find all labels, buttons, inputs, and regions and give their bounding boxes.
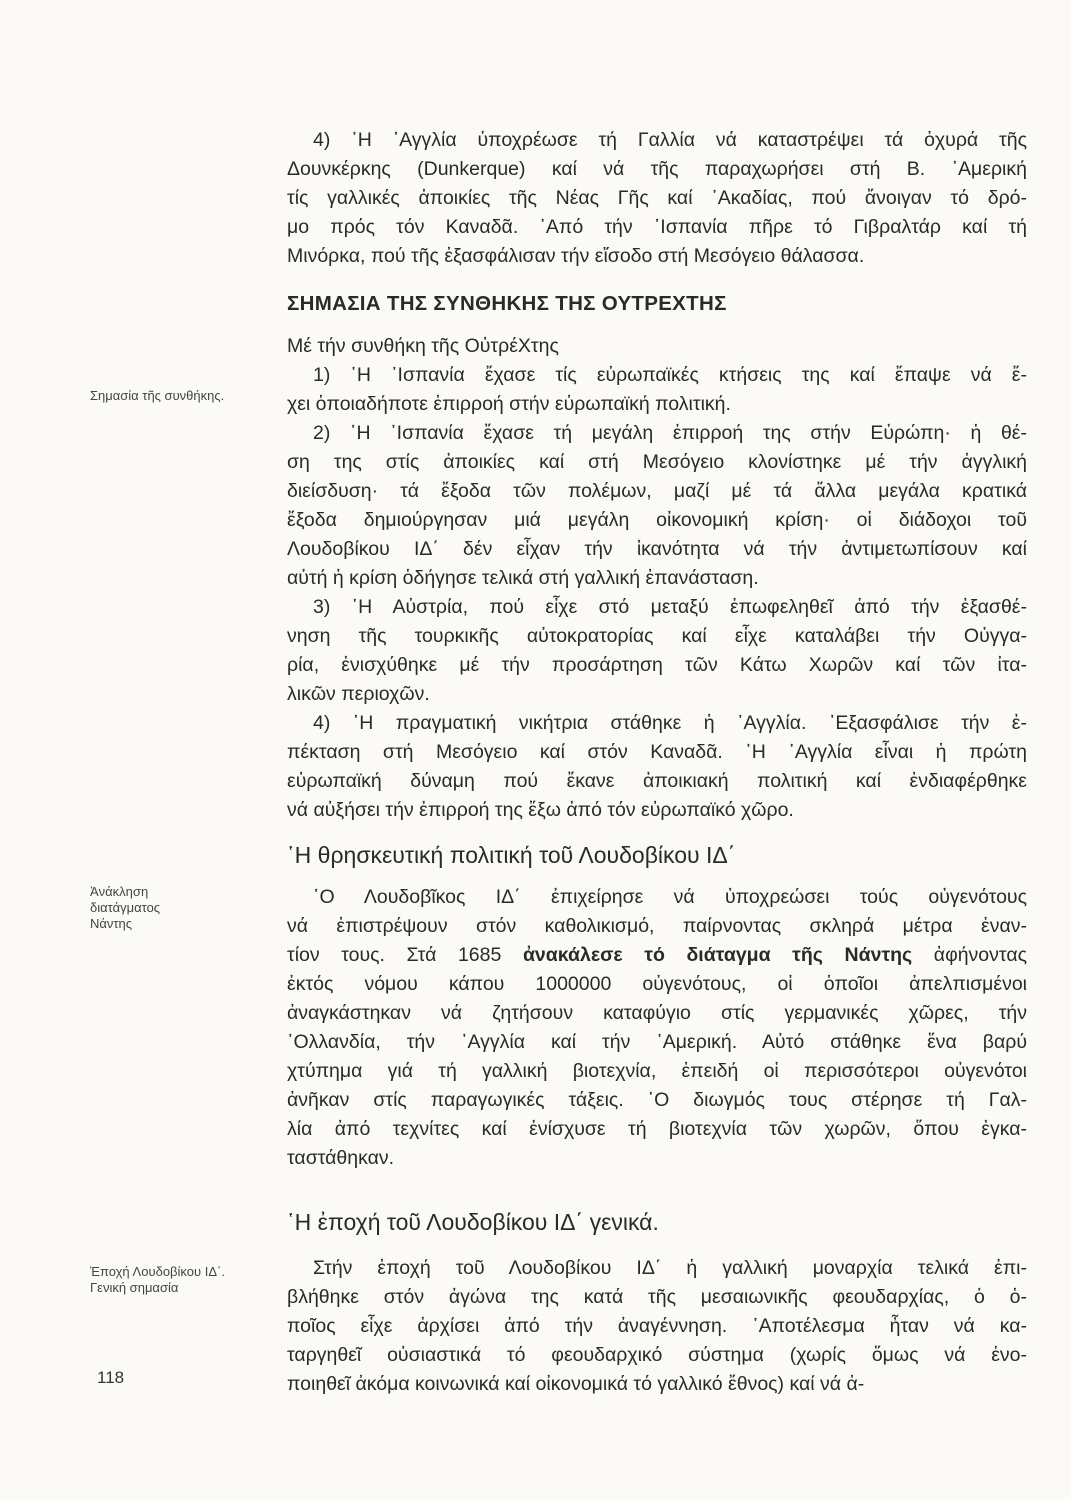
text-line (287, 941, 1027, 970)
text-line: μο πρός τόν Καναδᾶ. ᾿Από τήν ᾿Ισπανία πῆρε τό Γιβραλτάρ καί τή (287, 216, 1027, 238)
text-line: νηση τῆς τουρκικῆς αὐτοκρατορίας καί εἶχε καταλάβει τήν Οὐγγα- (287, 625, 1027, 647)
text-line: 1) ῾Η ᾿Ισπανία ἔχασε τίς εὐρωπαϊκές κτήσεις της καί ἔπαψε νά ἔ- (313, 364, 1027, 386)
text-line: Μέ τήν συνθήκη τῆς ΟὐτρέΧτης (287, 335, 559, 357)
text-line: λία ἀπό τεχνίτες καί ἐνίσχυσε τή βιοτεχνία τῶν χωρῶν, ὅπου ἐγκα- (287, 1118, 1027, 1140)
text-line: ἔξοδα δημιούργησαν μιά μεγάλη οἰκονομική κρίση· οἱ διάδοχοι τοῦ (287, 509, 1027, 531)
text-line: χει ὁποιαδήποτε ἐπιρροή στήν εὐρωπαϊκή πολιτική. (287, 393, 731, 415)
heading-religious-policy: ῾Η θρησκευτική πολιτική τοῦ Λουδοβίκου ΙΔ΄ (287, 842, 736, 868)
text-line: νά ἐπιστρέψουν στόν καθολικισμό, παίρνοντας σκληρά μέτρα ἐναν- (287, 915, 1027, 937)
heading-era: ῾Η ἐποχή τοῦ Λουδοβίκου ΙΔ΄ γενικά. (287, 1209, 659, 1235)
text-line: ποῖος εἶχε ἀρχίσει ἀπό τήν ἀναγέννηση. ᾿Αποτέλεσμα ἦταν νά κα- (287, 1315, 1027, 1337)
text-block-religious-policy (287, 883, 1027, 1173)
text-line: ἀναγκάστηκαν νά ζητήσουν καταφύγιο στίς γερμανικές χῶρες, τήν (287, 1002, 1027, 1024)
text-line: 4) ῾Η πραγματική νικήτρια στάθηκε ἡ ᾿Αγγλία. ᾿Εξασφάλισε τήν ἐ- (313, 712, 1027, 734)
text-line: διείσδυση· τά ἔξοδα τῶν πολέμων, μαζί μέ τά ἄλλα μεγάλα κρατικά (287, 480, 1027, 502)
text-line: Μινόρκα, πού τῆς ἐξασφάλισαν τήν εἴσοδο στή Μεσόγειο θάλασσα. (287, 245, 865, 267)
text-line: Στήν ἐποχή τοῦ Λουδοβίκου ΙΔ΄ ἡ γαλλική μοναρχία τελικά ἐπι- (313, 1257, 1027, 1279)
text-block-significance (287, 332, 1027, 825)
text-line: εὐρωπαϊκή δύναμη πού ἔκανε ἀποικιακή πολιτική καί ἐνδιαφέρθηκε (287, 770, 1027, 792)
text-line: χτύπημα γιά τή γαλλική βιοτεχνία, ἐπειδή οἱ περισσότεροι οὐγενότοι (287, 1060, 1027, 1082)
text-line: ᾿Ολλανδία, τήν ᾿Αγγλία καί τήν ᾿Αμερική. Αὐτό στάθηκε ἕνα βαρύ (287, 1031, 1027, 1053)
text-line: ταργηθεῖ οὐσιαστικά τό φεουδαρχικό σύστημα (χωρίς ὅμως νά ἑνο- (287, 1344, 1027, 1366)
heading-significance: ΣΗΜΑΣΙΑ ΤΗΣ ΣΥΝΘΗΚΗΣ ΤΗΣ ΟΥΤΡΕΧΤΗΣ (287, 292, 727, 315)
text-line: ποιηθεῖ ἀκόμα κοινωνικά καί οἰκονομικά τό γαλλικό ἔθνος) καί νά ἀ- (287, 1373, 865, 1395)
text-line: 4) ῾Η ᾿Αγγλία ὑποχρέωσε τή Γαλλία νά καταστρέψει τά ὀχυρά τῆς (313, 129, 1027, 151)
page-number: 118 (97, 1368, 125, 1387)
text-line: πέκταση στή Μεσόγειο καί στόν Καναδᾶ. ῾Η ᾿Αγγλία εἶναι ἡ πρώτη (287, 741, 1027, 763)
text-line: 2) ῾Η ᾿Ισπανία ἔχασε τή μεγάλη ἐπιρροή της στήν Εὐρώπη· ἡ θέ- (313, 422, 1027, 444)
text-line: ῾Ο Λουδοβῖκος ΙΔ΄ ἐπιχείρησε νά ὑποχρεώσει τούς οὐγενότους (313, 886, 1027, 908)
text-line: Δουνκέρκης (Dunkerque) καί νά τῆς παραχωρήσει στή Β. ᾿Αμερική (287, 158, 1027, 180)
text-line: ση της στίς ἀποικίες καί στή Μεσόγειο κλονίστηκε μέ τήν ἀγγλική (287, 451, 1027, 473)
text-line: τίς γαλλικές ἀποικίες τῆς Νέας Γῆς καί ᾿Ακαδίας, πού ἄνοιγαν τό δρό- (287, 187, 1027, 209)
text-line: βλήθηκε στόν ἀγώνα της κατά τῆς μεσαιωνικῆς φεουδαρχίας, ὁ ὁ- (287, 1286, 1027, 1308)
text-line: αὐτή ἡ κρίση ὁδήγησε τελικά στή γαλλική ἐπανάσταση. (287, 567, 759, 589)
text-line: ταστάθηκαν. (287, 1147, 395, 1169)
text-line: ρία, ἐνισχύθηκε μέ τήν προσάρτηση τῶν Κάτω Χωρῶν καί τῶν ἰτα- (287, 654, 1027, 676)
margin-note-revocation: Ἀνάκληση διατάγματος Νάντης (90, 884, 161, 931)
emphasized-text: ἀνακάλεσε τό διάταγμα τῆς Νάντης (522, 944, 913, 966)
text-line: Λουδοβίκου ΙΔ΄ δέν εἶχαν τήν ἱκανότητα νά τήν ἀντιμετωπίσουν καί (287, 538, 1027, 560)
text-line: 3) ῾Η Αὐστρία, πού εἶχε στό μεταξύ ἐπωφεληθεῖ ἀπό τήν ἐξασθέ- (313, 596, 1027, 618)
text-line: νά αὐξήσει τήν ἐπιρροή της ἔξω ἀπό τόν εὐρωπαϊκό χῶρο. (287, 799, 794, 821)
text-span: ἀφήνοντας (912, 944, 1027, 966)
text-line: λικῶν περιοχῶν. (287, 683, 430, 705)
text-block-era (287, 1254, 1027, 1399)
margin-note-era: Ἐποχή Λουδοβίκου ΙΔ΄. Γενική σημασία (90, 1264, 225, 1295)
text-span: τίον τους. Στά 1685 (287, 944, 523, 966)
text-line: ἐκτός νόμου κάπου 1000000 οὐγενότους, οἱ ὁποῖοι ἀπελπισμένοι (287, 973, 1027, 995)
text-line: ἀνῆκαν στίς παραγωγικές τάξεις. ῾Ο διωγμός τους στέρησε τή Γαλ- (287, 1089, 1027, 1111)
margin-note-significance: Σημασία τῆς συνθήκης. (90, 388, 225, 403)
text-block-england-terms (287, 126, 1027, 271)
